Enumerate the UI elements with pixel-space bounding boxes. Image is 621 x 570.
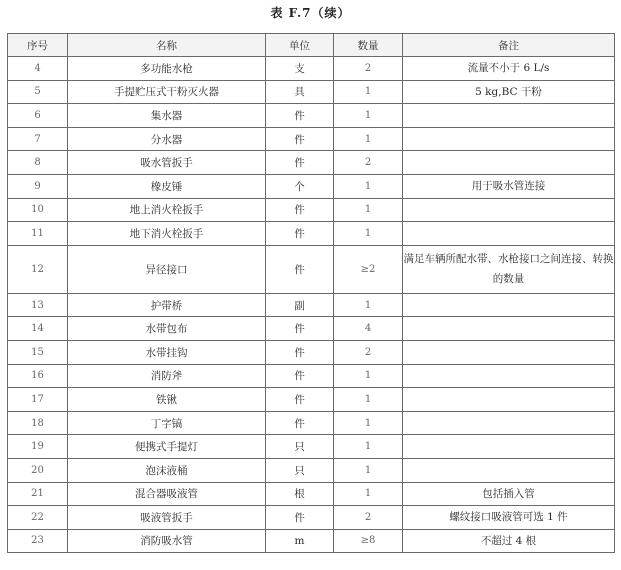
item-quantity: ≥8 [334, 529, 403, 553]
item-quantity: 1 [334, 458, 403, 482]
item-name: 异径接口 [68, 245, 266, 293]
row-number: 19 [8, 435, 68, 459]
item-remarks: 5 kg,BC 干粉 [403, 80, 615, 104]
item-remarks [403, 411, 615, 435]
item-quantity: 1 [334, 104, 403, 128]
row-number: 11 [8, 222, 68, 246]
table-row [8, 411, 615, 435]
item-name: 地上消火栓扳手 [68, 198, 266, 222]
table-row [8, 364, 615, 388]
row-number: 23 [8, 529, 68, 553]
table-row [8, 482, 615, 506]
item-remarks [403, 293, 615, 317]
item-quantity: 1 [334, 388, 403, 412]
item-unit: 副 [266, 293, 334, 317]
item-unit: 只 [266, 435, 334, 459]
item-quantity: 1 [334, 127, 403, 151]
table-row [8, 458, 615, 482]
item-unit: 件 [266, 198, 334, 222]
row-number: 14 [8, 317, 68, 341]
table-row [8, 317, 615, 341]
item-quantity: 1 [334, 198, 403, 222]
item-name: 多功能水枪 [68, 57, 266, 81]
item-unit: 件 [266, 317, 334, 341]
item-remarks [403, 104, 615, 128]
item-unit: 个 [266, 174, 334, 198]
table-title: 表 F.7（续） [270, 6, 351, 20]
item-quantity: 1 [334, 174, 403, 198]
table-row [8, 104, 615, 128]
item-remarks [403, 388, 615, 412]
item-quantity: 1 [334, 411, 403, 435]
item-unit: 根 [266, 482, 334, 506]
item-remarks [403, 435, 615, 459]
table-row [8, 506, 615, 530]
table-row [8, 57, 615, 81]
item-unit: 件 [266, 245, 334, 293]
item-quantity: 1 [334, 293, 403, 317]
item-unit: 件 [266, 411, 334, 435]
row-number: 8 [8, 151, 68, 175]
item-remarks [403, 151, 615, 175]
row-number: 4 [8, 57, 68, 81]
item-unit: 件 [266, 388, 334, 412]
item-name: 铁锹 [68, 388, 266, 412]
item-unit: 只 [266, 458, 334, 482]
row-number: 7 [8, 127, 68, 151]
item-remarks [403, 222, 615, 246]
row-number: 5 [8, 80, 68, 104]
item-remarks: 流量不小于 6 L/s [403, 57, 615, 81]
item-quantity: 1 [334, 435, 403, 459]
item-name: 集水器 [68, 104, 266, 128]
header-unit: 单位 [266, 34, 334, 57]
equipment-table [7, 33, 615, 553]
item-quantity: 1 [334, 80, 403, 104]
item-name: 便携式手提灯 [68, 435, 266, 459]
item-remarks [403, 198, 615, 222]
item-unit: 件 [266, 222, 334, 246]
table-row [8, 198, 615, 222]
item-unit: 件 [266, 340, 334, 364]
item-quantity: 1 [334, 482, 403, 506]
row-number: 9 [8, 174, 68, 198]
item-quantity: 2 [334, 57, 403, 81]
row-number: 13 [8, 293, 68, 317]
item-name: 橡皮锤 [68, 174, 266, 198]
item-name: 分水器 [68, 127, 266, 151]
item-remarks: 螺纹接口吸液管可选 1 件 [403, 506, 615, 530]
item-unit: 具 [266, 80, 334, 104]
item-remarks: 满足车辆所配水带、水枪接口之间连接、转换的数量 [403, 245, 615, 293]
item-name: 吸水管扳手 [68, 151, 266, 175]
row-number: 22 [8, 506, 68, 530]
row-number: 10 [8, 198, 68, 222]
item-unit: m [266, 529, 334, 553]
item-remarks [403, 317, 615, 341]
table-row [8, 340, 615, 364]
item-name: 消防吸水管 [68, 529, 266, 553]
item-name: 水带挂钩 [68, 340, 266, 364]
item-quantity: ≥2 [334, 245, 403, 293]
item-name: 吸液管扳手 [68, 506, 266, 530]
header-seq: 序号 [8, 34, 68, 57]
header-remarks: 备注 [403, 34, 615, 57]
table-header-row [8, 34, 615, 57]
table-row [8, 127, 615, 151]
item-unit: 件 [266, 506, 334, 530]
table-row [8, 388, 615, 412]
item-remarks [403, 364, 615, 388]
item-quantity: 1 [334, 364, 403, 388]
table-row [8, 435, 615, 459]
table-row [8, 529, 615, 553]
item-name: 混合器吸液管 [68, 482, 266, 506]
row-number: 18 [8, 411, 68, 435]
row-number: 6 [8, 104, 68, 128]
item-name: 水带包布 [68, 317, 266, 341]
item-remarks: 用于吸水管连接 [403, 174, 615, 198]
row-number: 15 [8, 340, 68, 364]
item-unit: 件 [266, 127, 334, 151]
item-name: 丁字镐 [68, 411, 266, 435]
item-name: 手提贮压式干粉灭火器 [68, 80, 266, 104]
item-quantity: 2 [334, 506, 403, 530]
item-quantity: 2 [334, 151, 403, 175]
item-name: 护带桥 [68, 293, 266, 317]
item-remarks [403, 127, 615, 151]
row-number: 12 [8, 245, 68, 293]
item-unit: 件 [266, 151, 334, 175]
item-unit: 件 [266, 364, 334, 388]
header-name: 名称 [68, 34, 266, 57]
table-row [8, 151, 615, 175]
item-remarks [403, 458, 615, 482]
table-row [8, 174, 615, 198]
item-remarks: 不超过 4 根 [403, 529, 615, 553]
item-name: 泡沫液桶 [68, 458, 266, 482]
row-number: 16 [8, 364, 68, 388]
header-quantity: 数量 [334, 34, 403, 57]
item-remarks: 包括插入管 [403, 482, 615, 506]
item-quantity: 4 [334, 317, 403, 341]
item-quantity: 2 [334, 340, 403, 364]
row-number: 17 [8, 388, 68, 412]
table-row [8, 245, 615, 293]
item-quantity: 1 [334, 222, 403, 246]
table-row [8, 80, 615, 104]
row-number: 21 [8, 482, 68, 506]
item-unit: 支 [266, 57, 334, 81]
item-name: 消防斧 [68, 364, 266, 388]
row-number: 20 [8, 458, 68, 482]
item-name: 地下消火栓扳手 [68, 222, 266, 246]
table-row [8, 222, 615, 246]
item-unit: 件 [266, 104, 334, 128]
item-remarks [403, 340, 615, 364]
table-row [8, 293, 615, 317]
